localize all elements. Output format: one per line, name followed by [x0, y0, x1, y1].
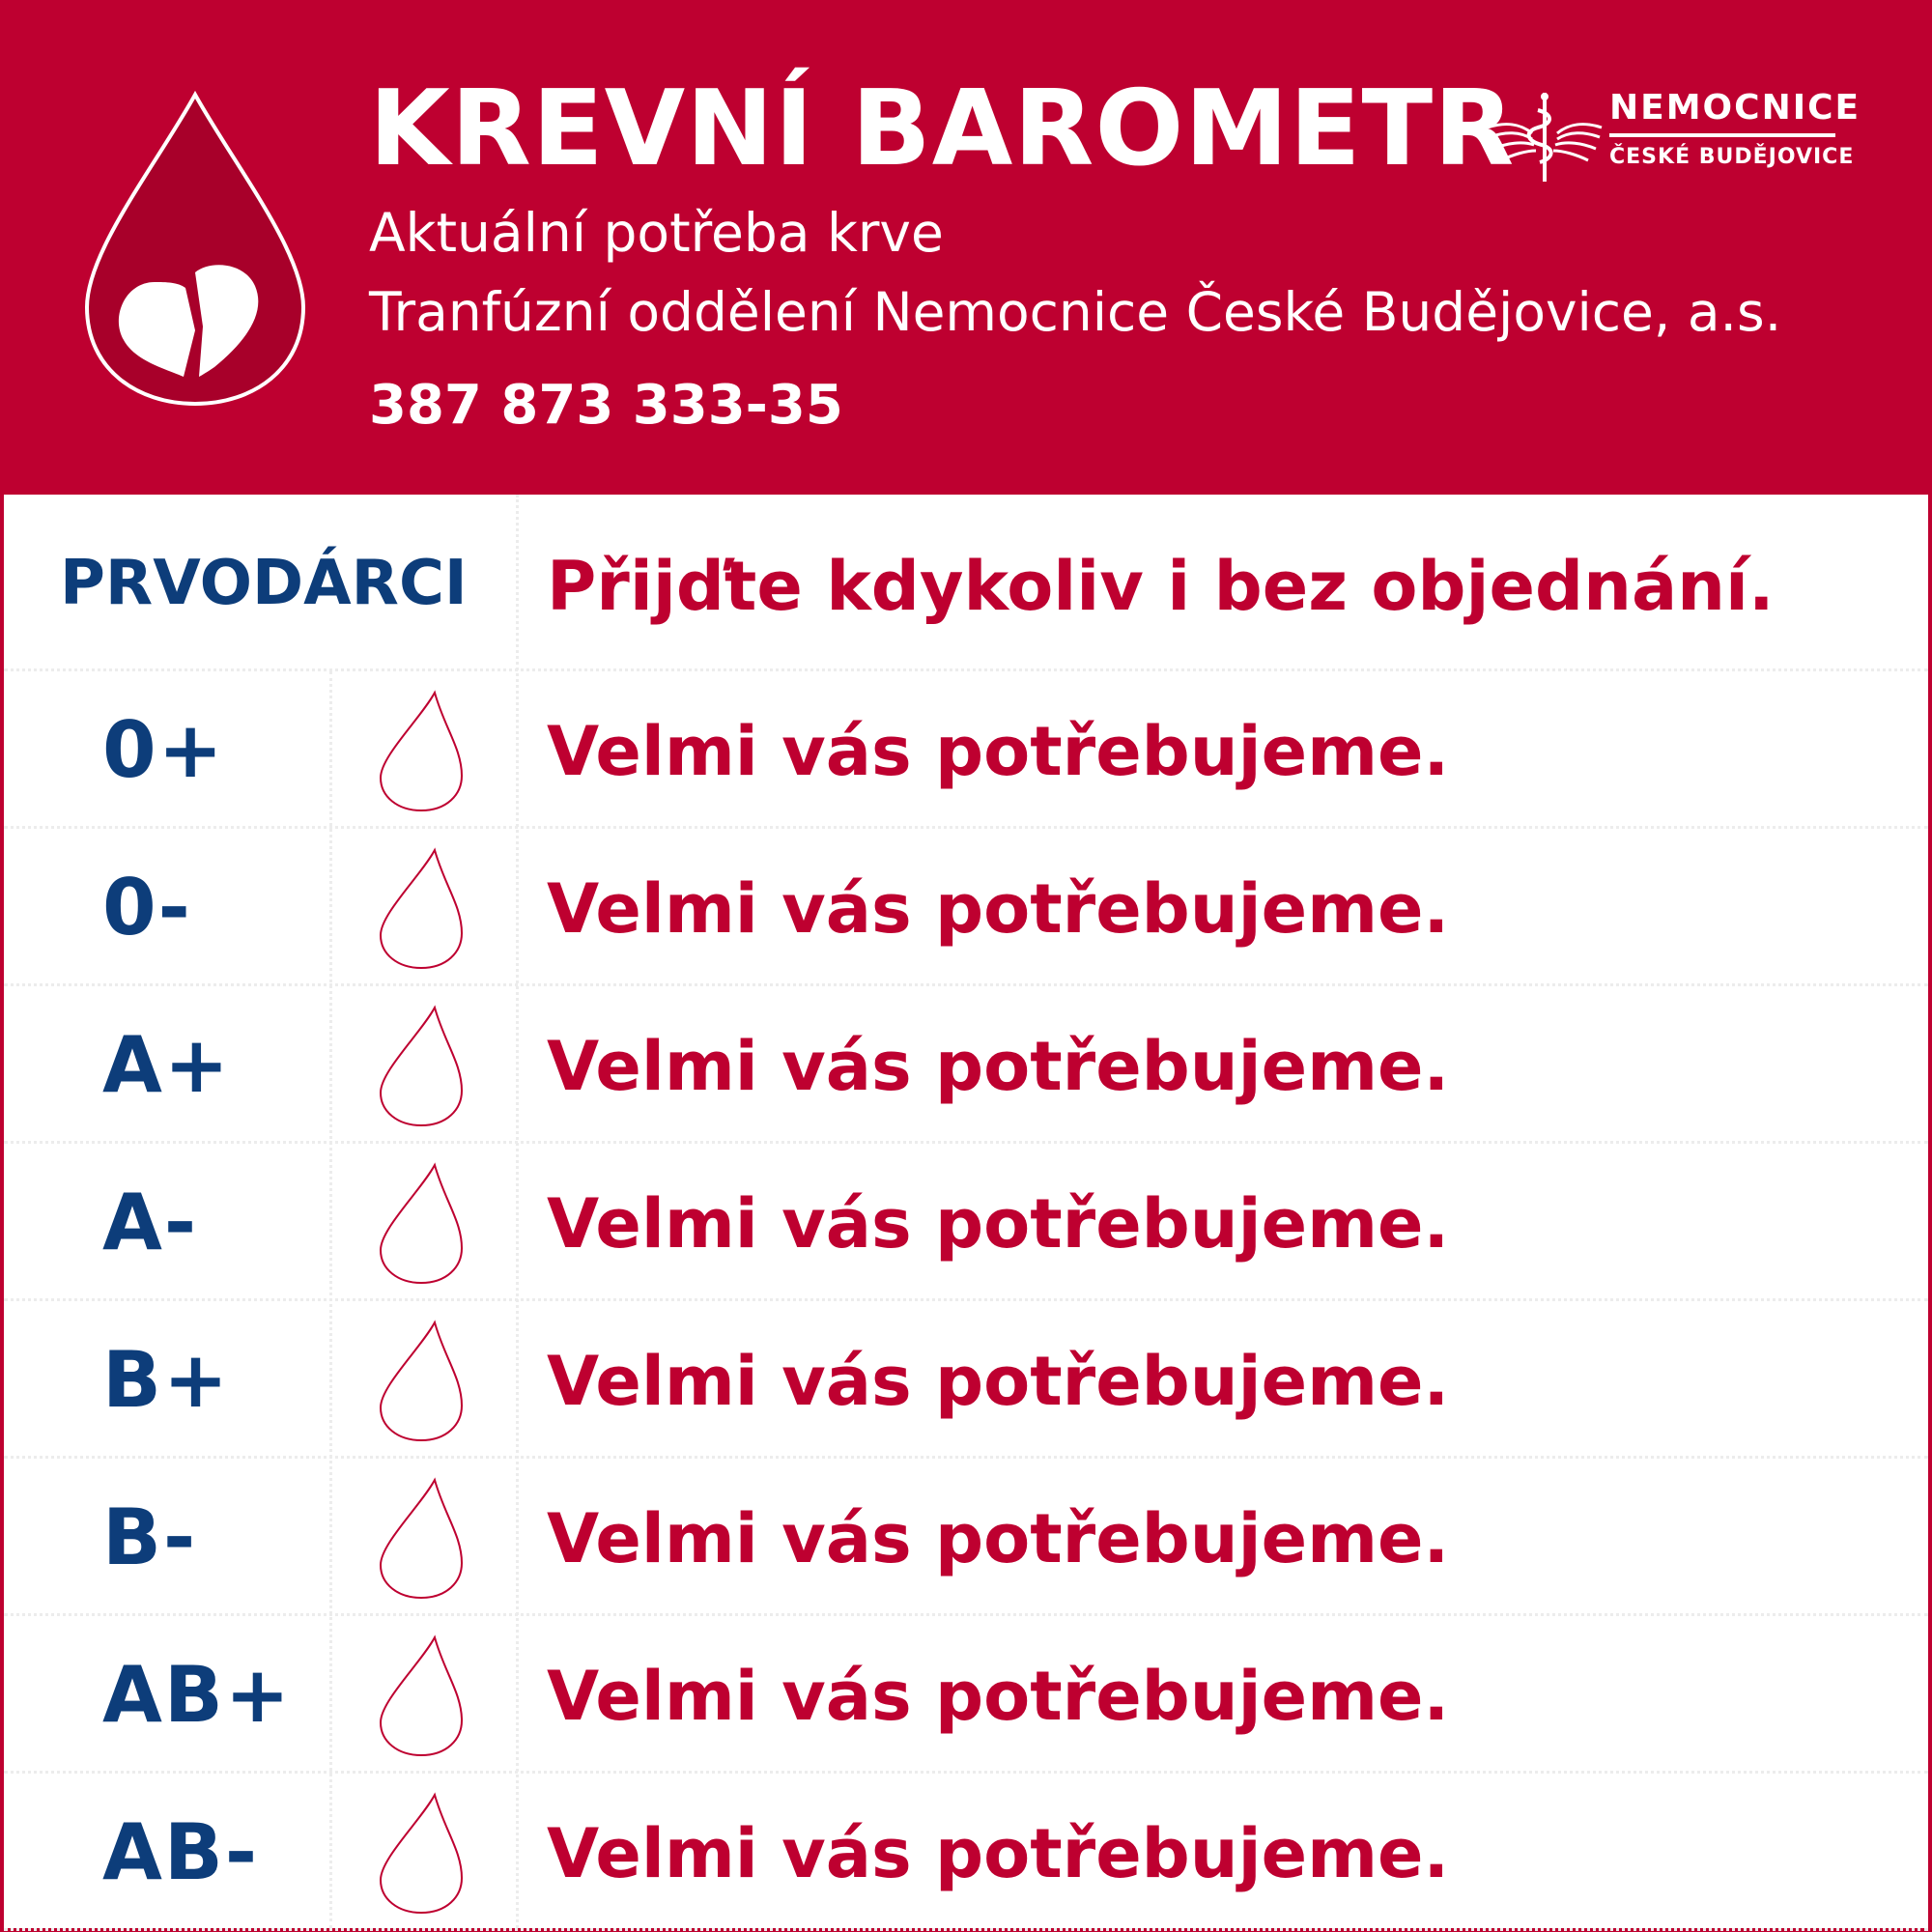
blood-type-row: [4, 829, 1928, 986]
blood-type-label: A-: [102, 1178, 199, 1267]
blood-type-label: B-: [102, 1492, 198, 1582]
page-title: KREVNÍ BAROMETR: [369, 69, 1516, 189]
logo-name: NEMOCNICE: [1609, 88, 1861, 128]
hospital-logo: [1482, 88, 1861, 185]
blood-need-status: Velmi vás potřebujeme.: [547, 1814, 1450, 1893]
blood-drop-heart-icon: [81, 89, 309, 408]
blood-need-status: Velmi vás potřebujeme.: [547, 1184, 1450, 1264]
logo-city: ČESKÉ BUDĚJOVICE: [1609, 145, 1855, 169]
blood-type-label: 0+: [102, 705, 225, 795]
blood-need-status: Velmi vás potřebujeme.: [547, 1657, 1450, 1736]
blood-drop-empty-icon: [375, 1791, 468, 1917]
first-time-donors-label: PRVODÁRCI: [60, 548, 468, 619]
blood-drop-empty-icon: [375, 1634, 468, 1759]
blood-need-status: Velmi vás potřebujeme.: [547, 712, 1450, 791]
department-name: Tranfúzní oddělení Nemocnice České Budějovice, a.s.: [369, 281, 1782, 343]
blood-type-row: [4, 1616, 1928, 1774]
blood-type-label: 0-: [102, 863, 192, 952]
blood-need-status: Velmi vás potřebujeme.: [547, 1027, 1450, 1106]
blood-type-label: B+: [102, 1335, 231, 1425]
blood-need-status: Velmi vás potřebujeme.: [547, 869, 1450, 949]
blood-type-row: [4, 1301, 1928, 1459]
first-time-donors-message: Přijďte kdykoliv i bez objednání.: [547, 547, 1775, 626]
first-time-donors-row: [4, 495, 1928, 671]
blood-type-row: [4, 671, 1928, 829]
blood-drop-empty-icon: [375, 1319, 468, 1444]
blood-type-table: [4, 495, 1928, 1931]
blood-type-row: [4, 1774, 1928, 1931]
caduceus-icon: [1482, 89, 1607, 185]
blood-need-status: Velmi vás potřebujeme.: [547, 1499, 1450, 1578]
header-banner: [4, 0, 1932, 495]
blood-type-label: A+: [102, 1020, 231, 1110]
blood-type-label: AB-: [102, 1807, 260, 1897]
blood-drop-empty-icon: [375, 1161, 468, 1287]
blood-type-row: [4, 1144, 1928, 1301]
blood-type-label: AB+: [102, 1650, 292, 1740]
blood-drop-empty-icon: [375, 1004, 468, 1129]
blood-drop-empty-icon: [375, 846, 468, 972]
blood-type-row: [4, 986, 1928, 1144]
blood-drop-empty-icon: [375, 689, 468, 814]
page-subtitle: Aktuální potřeba krve: [369, 202, 944, 264]
phone-number: 387 873 333-35: [369, 374, 843, 437]
blood-need-status: Velmi vás potřebujeme.: [547, 1342, 1450, 1421]
logo-divider: [1609, 133, 1835, 137]
blood-type-row: [4, 1459, 1928, 1616]
blood-drop-empty-icon: [375, 1476, 468, 1602]
